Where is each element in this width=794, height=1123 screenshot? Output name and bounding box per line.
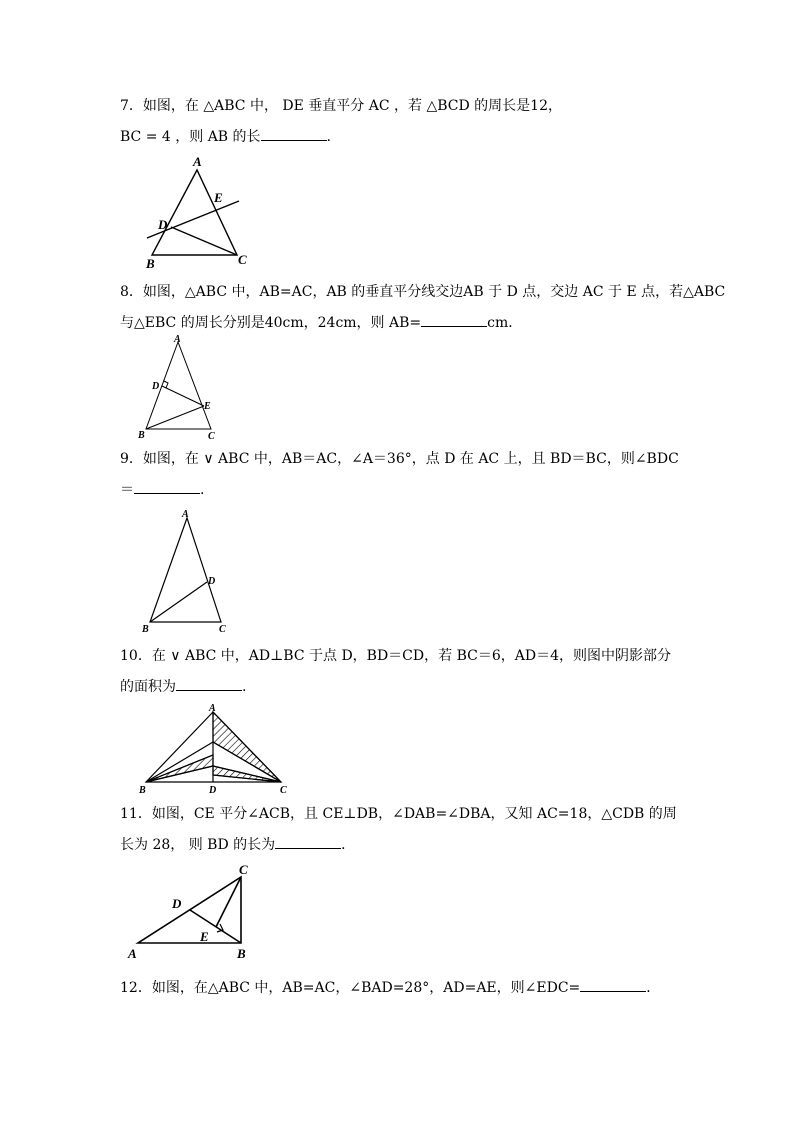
- label-c-10: C: [280, 785, 287, 796]
- answer-blank-10[interactable]: [176, 676, 242, 691]
- label-a-10: A: [209, 703, 216, 714]
- triangle-abc: [152, 170, 237, 255]
- problem-9-line-2: [120, 479, 204, 499]
- segment-be: [146, 406, 204, 429]
- figure-11: [124, 860, 264, 964]
- problem-10-line-2: [120, 676, 246, 696]
- label-d-7: D: [158, 217, 168, 232]
- perpendicular-bisector-de: [162, 386, 204, 406]
- label-a-8: A: [174, 334, 181, 345]
- problem-10-line-2-text: 的面积为: [120, 679, 176, 695]
- problem-8-line-1: 8．如图，△ABC 中，AB=AC，AB 的垂直平分线交边AB 于 D 点，交边 AC 于 E 点，若△ABC: [120, 284, 726, 300]
- label-b-11: B: [237, 946, 246, 961]
- problem-11-line-2: [120, 834, 355, 854]
- answer-blank-9[interactable]: [134, 479, 200, 494]
- label-b-7: B: [146, 256, 155, 271]
- label-a-7: A: [193, 154, 202, 169]
- problem-7-end: .: [326, 129, 331, 145]
- problem-11-end: ．: [341, 837, 356, 853]
- answer-blank-12[interactable]: [580, 977, 646, 992]
- problem-12-line-1-text: 12．如图，在△ABC 中，AB=AC，∠BAD=28°，AD=AE，则∠EDC=: [120, 980, 581, 996]
- label-b-9: B: [142, 624, 149, 635]
- problem-9-line-2-text: ＝: [120, 482, 134, 498]
- figure-9: [138, 505, 238, 637]
- label-c-11: C: [239, 862, 248, 877]
- triangle-abc: [150, 518, 221, 622]
- figure-10: [136, 700, 296, 796]
- problem-10-line-1: 10．在 ∨ ABC 中，AD⊥BC 于点 D，BD＝CD，若 BC＝6，AD＝4，则图中阴影部分: [120, 648, 671, 664]
- answer-blank-11[interactable]: [275, 834, 341, 849]
- label-c-7: C: [238, 252, 247, 267]
- label-d-11: D: [172, 896, 182, 911]
- figure-8: [136, 334, 236, 442]
- label-d-9: D: [208, 576, 216, 587]
- figure-7: [140, 150, 260, 270]
- label-e-7: E: [214, 190, 223, 205]
- segment-dc: [171, 227, 237, 255]
- problem-12-line-1: [120, 977, 660, 997]
- problem-11-line-2-text: 长为 28， 则 BD 的长为: [120, 837, 276, 853]
- problem-10-end: .: [242, 679, 247, 695]
- problem-8-line-2-text: 与△EBC 的周长分别是40cm，24cm，则 AB=: [120, 315, 422, 331]
- problem-11-line-1: 11．如图，CE 平分∠ACB，且 CE⊥DB，∠DAB=∠DBA，又知 AC=18，△CDB 的周: [120, 806, 677, 822]
- problem-9-line-1: 9．如图，在 ∨ ABC 中，AB＝AC，∠A＝36°，点 D 在 AC 上，且 BD＝BC，则∠BDC: [120, 451, 679, 467]
- problem-8-end: cm．: [487, 315, 523, 331]
- label-e-11: E: [200, 929, 209, 944]
- problem-7-line-1: 7．如图，在 △ABC 中， DE 垂直平分 AC ，若 △BCD 的周长是12，: [120, 98, 562, 114]
- problem-7-line-2-text: BC = 4 ，则 AB 的长: [120, 129, 261, 145]
- label-b-10: B: [139, 785, 146, 796]
- label-d-8: D: [152, 381, 160, 392]
- label-c-8: C: [208, 431, 215, 442]
- problem-9-end: .: [200, 482, 205, 498]
- problem-8-line-2: [120, 312, 522, 332]
- label-d-10: D: [209, 785, 217, 796]
- label-b-8: B: [138, 430, 145, 441]
- problem-7-line-2: [120, 126, 331, 146]
- label-a-11: A: [128, 946, 137, 961]
- problem-12-end: ．: [646, 980, 661, 996]
- segment-bd: [150, 582, 207, 622]
- answer-blank-7[interactable]: [261, 126, 327, 141]
- answer-blank-8[interactable]: [421, 312, 487, 327]
- label-a-9: A: [182, 509, 189, 520]
- label-c-9: C: [219, 624, 226, 635]
- label-e-8: E: [204, 401, 211, 412]
